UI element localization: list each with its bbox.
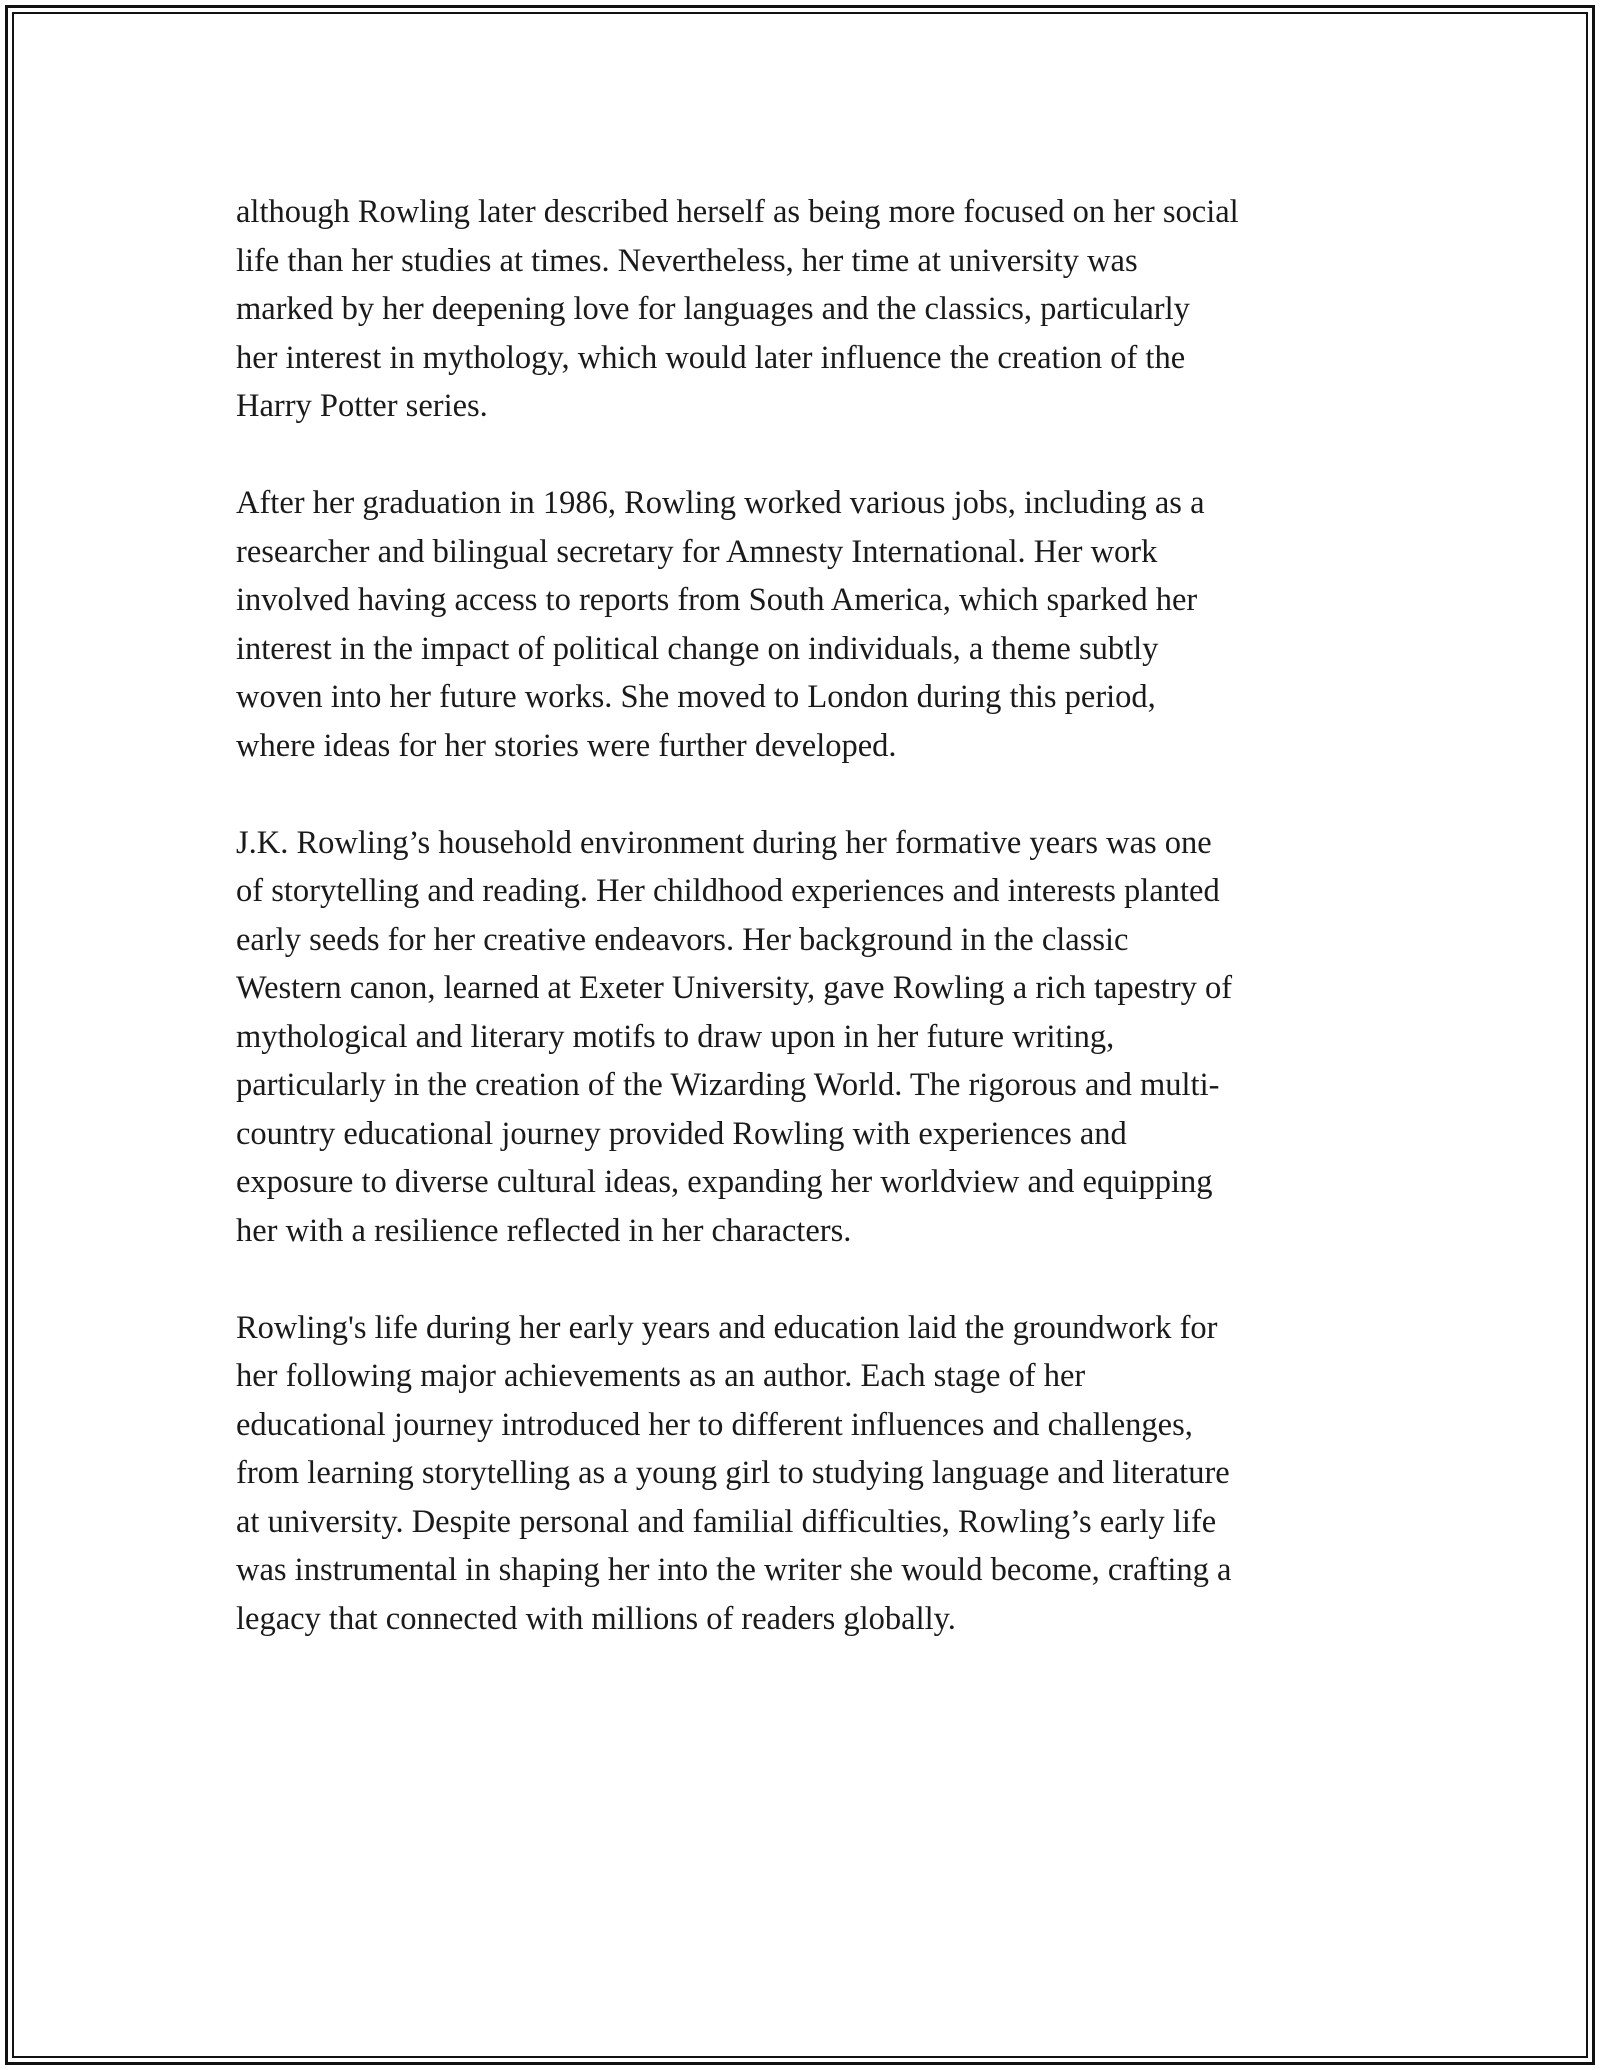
- text-line: interest in the impact of political change on individuals, a theme subtly: [236, 630, 1159, 667]
- text-line: early seeds for her creative endeavors. Her background in the classic: [236, 921, 1129, 958]
- text-line: After her graduation in 1986, Rowling worked various jobs, including as a: [236, 485, 1205, 521]
- text-line: her with a resilience reflected in her characters.: [236, 1212, 852, 1249]
- text-line: Western canon, learned at Exeter University, gave Rowling a rich tapestry of: [236, 970, 1233, 1006]
- text-line: J.K. Rowling’s household environment during her formative years was one: [236, 824, 1212, 861]
- text-line: at university. Despite personal and familial difficulties, Rowling’s early life: [236, 1503, 1217, 1540]
- paragraph-spacer: [236, 431, 1376, 480]
- text-line: particularly in the creation of the Wizarding World. The rigorous and multi-: [236, 1067, 1220, 1103]
- text-line: Rowling's life during her early years and education laid the groundwork for: [236, 1309, 1218, 1346]
- text-line: mythological and literary motifs to draw upon in her future writing,: [236, 1018, 1115, 1055]
- text-line: country educational journey provided Rowling with experiences and: [236, 1115, 1127, 1152]
- paragraph: [236, 188, 1376, 431]
- text-line: researcher and bilingual secretary for Amnesty International. Her work: [236, 533, 1158, 570]
- text-line: of storytelling and reading. Her childhood experiences and interests planted: [236, 873, 1220, 909]
- text-line: was instrumental in shaping her into the writer she would become, crafting a: [236, 1552, 1232, 1588]
- text-line: from learning storytelling as a young girl to studying language and literature: [236, 1455, 1230, 1491]
- paragraph-spacer: [236, 770, 1376, 819]
- text-line: although Rowling later described herself as being more focused on her social: [236, 194, 1239, 230]
- paragraph: [236, 479, 1376, 770]
- text-line: marked by her deepening love for languages and the classics, particularly: [236, 291, 1190, 327]
- text-line: her interest in mythology, which would later influence the creation of the: [236, 339, 1186, 376]
- text-line: woven into her future works. She moved to London during this period,: [236, 679, 1156, 715]
- text-line: life than her studies at times. Nevertheless, her time at university was: [236, 242, 1138, 279]
- paragraph: [236, 819, 1376, 1256]
- document-body: [236, 188, 1376, 1643]
- text-line: exposure to diverse cultural ideas, expanding her worldview and equipping: [236, 1164, 1213, 1200]
- text-line: educational journey introduced her to different influences and challenges,: [236, 1406, 1193, 1443]
- text-line: involved having access to reports from South America, which sparked her: [236, 582, 1198, 618]
- paragraph: [236, 1304, 1376, 1644]
- text-line: where ideas for her stories were further developed.: [236, 727, 897, 764]
- text-line: legacy that connected with millions of readers globally.: [236, 1600, 956, 1637]
- text-line: Harry Potter series.: [236, 388, 488, 424]
- paragraph-spacer: [236, 1255, 1376, 1304]
- text-line: her following major achievements as an author. Each stage of her: [236, 1358, 1086, 1394]
